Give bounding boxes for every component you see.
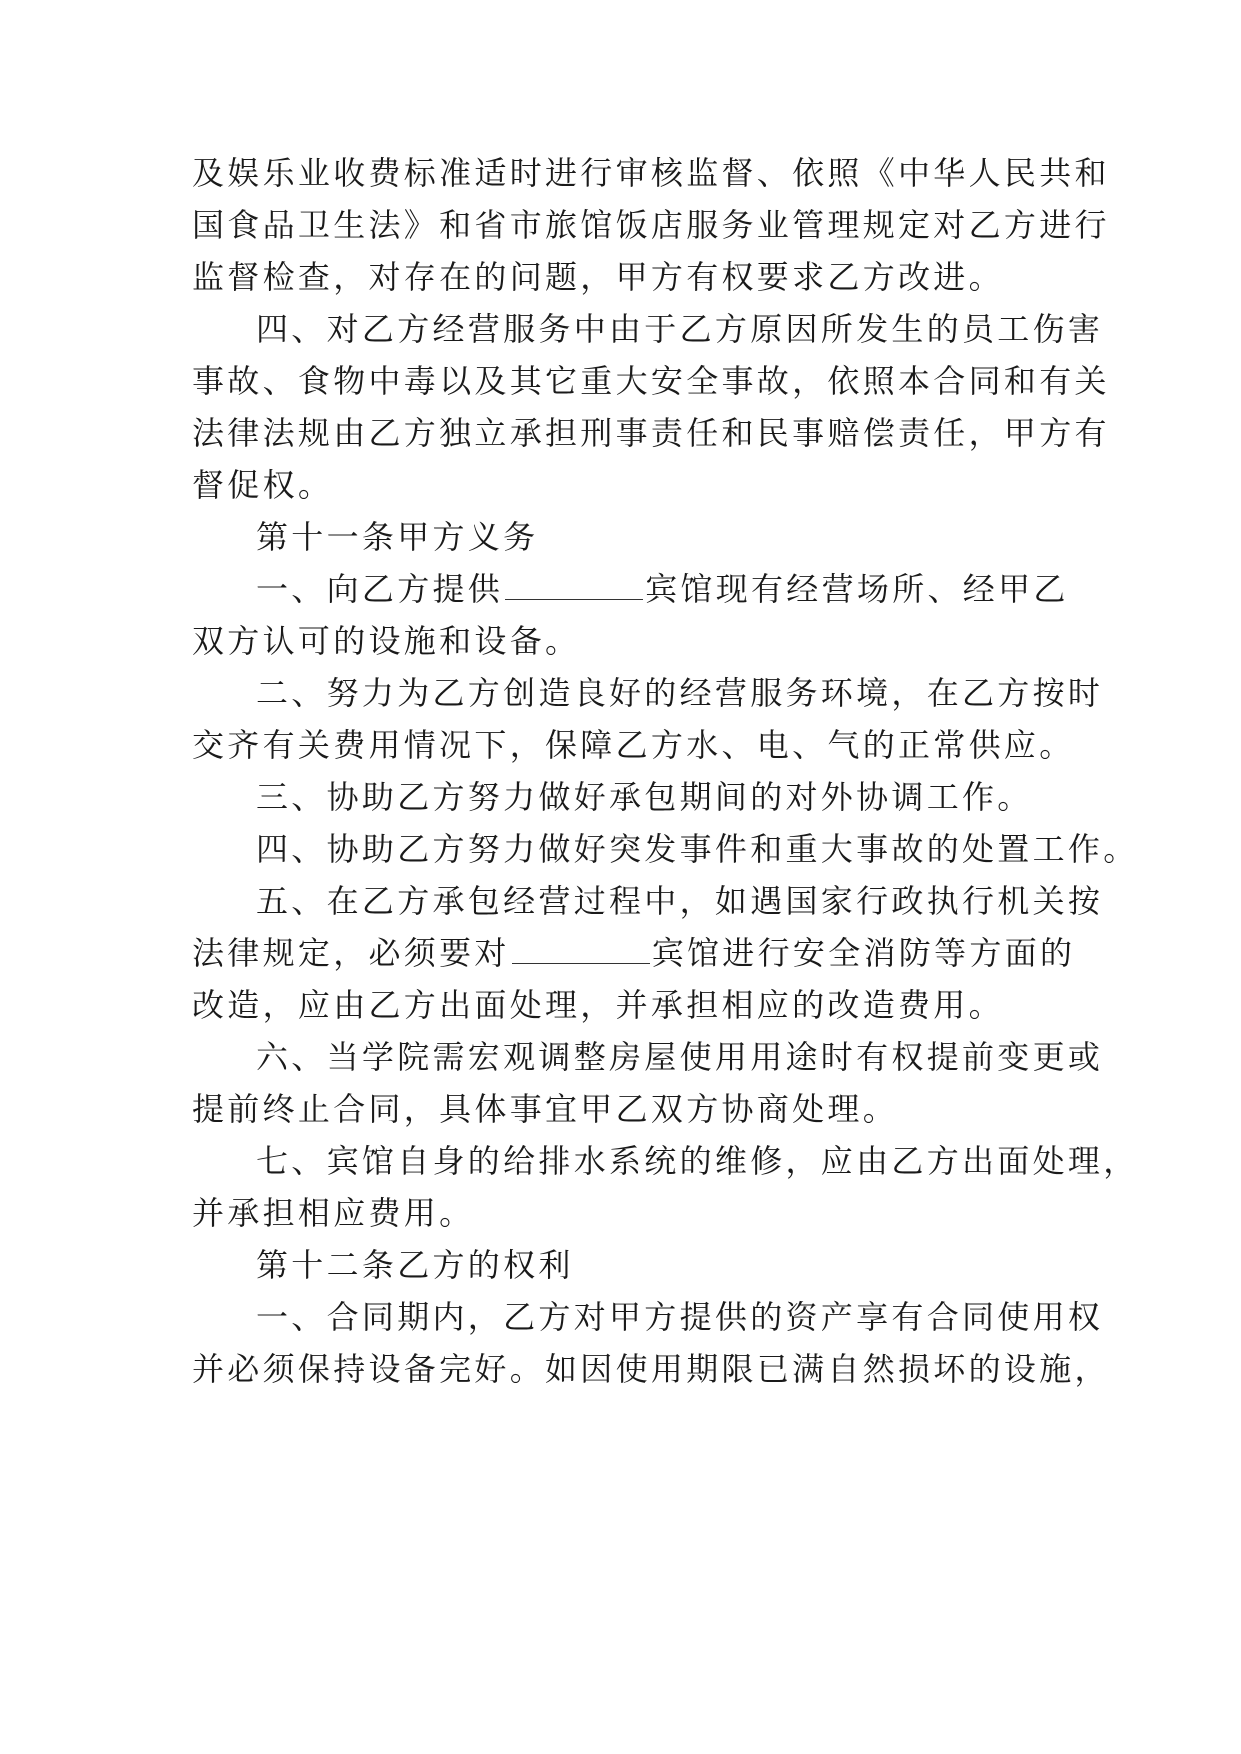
text-line: 并必须保持设备完好。如因使用期限已满自然损坏的设施， [192, 1350, 1110, 1388]
text-line: 双方认可的设施和设备。 [192, 622, 581, 660]
paragraph-start: 六、当学院需宏观调整房屋使用用途时有权提前变更或 [256, 1038, 1104, 1076]
fill-in-blank [505, 569, 643, 600]
text-line [192, 930, 1076, 976]
paragraph-start: 七、宾馆自身的给排水系统的维修，应由乙方出面处理， [256, 1142, 1139, 1180]
text-line: 督促权。 [192, 466, 334, 504]
text-segment: 宾馆现有经营场所、经甲乙 [645, 570, 1069, 608]
fill-in-blank [512, 933, 650, 964]
paragraph-start: 四、对乙方经营服务中由于乙方原因所发生的员工伤害 [256, 310, 1104, 348]
text-segment: 法律规定，必须要对 [192, 934, 510, 972]
text-line: 提前终止合同，具体事宜甲乙双方协商处理。 [192, 1090, 899, 1128]
paragraph-start: 二、努力为乙方创造良好的经营服务环境，在乙方按时 [256, 674, 1104, 712]
text-line: 改造，应由乙方出面处理，并承担相应的改造费用。 [192, 986, 1004, 1024]
text-segment: 宾馆进行安全消防等方面的 [651, 934, 1076, 972]
text-line: 事故、食物中毒以及其它重大安全事故，依照本合同和有关 [192, 362, 1110, 400]
paragraph-start: 四、协助乙方努力做好突发事件和重大事故的处置工作。 [256, 830, 1139, 868]
text-line: 国食品卫生法》和省市旅馆饭店服务业管理规定对乙方进行 [192, 206, 1110, 244]
paragraph-start: 三、协助乙方努力做好承包期间的对外协调工作。 [256, 778, 1033, 816]
text-line: 交齐有关费用情况下，保障乙方水、电、气的正常供应。 [192, 726, 1075, 764]
text-segment: 一、向乙方提供 [256, 570, 504, 608]
article-heading: 第十二条乙方的权利 [256, 1246, 574, 1284]
text-line: 监督检查，对存在的问题，甲方有权要求乙方改进。 [192, 258, 1004, 296]
article-heading: 第十一条甲方义务 [256, 518, 539, 556]
text-line: 及娱乐业收费标准适时进行审核监督、依照《中华人民共和 [192, 154, 1110, 192]
text-line: 法律法规由乙方独立承担刑事责任和民事赔偿责任，甲方有 [192, 414, 1110, 452]
paragraph-start [256, 566, 1069, 612]
paragraph-start: 五、在乙方承包经营过程中，如遇国家行政执行机关按 [256, 882, 1104, 920]
paragraph-start: 一、合同期内，乙方对甲方提供的资产享有合同使用权 [256, 1298, 1104, 1336]
text-line: 并承担相应费用。 [192, 1194, 475, 1232]
